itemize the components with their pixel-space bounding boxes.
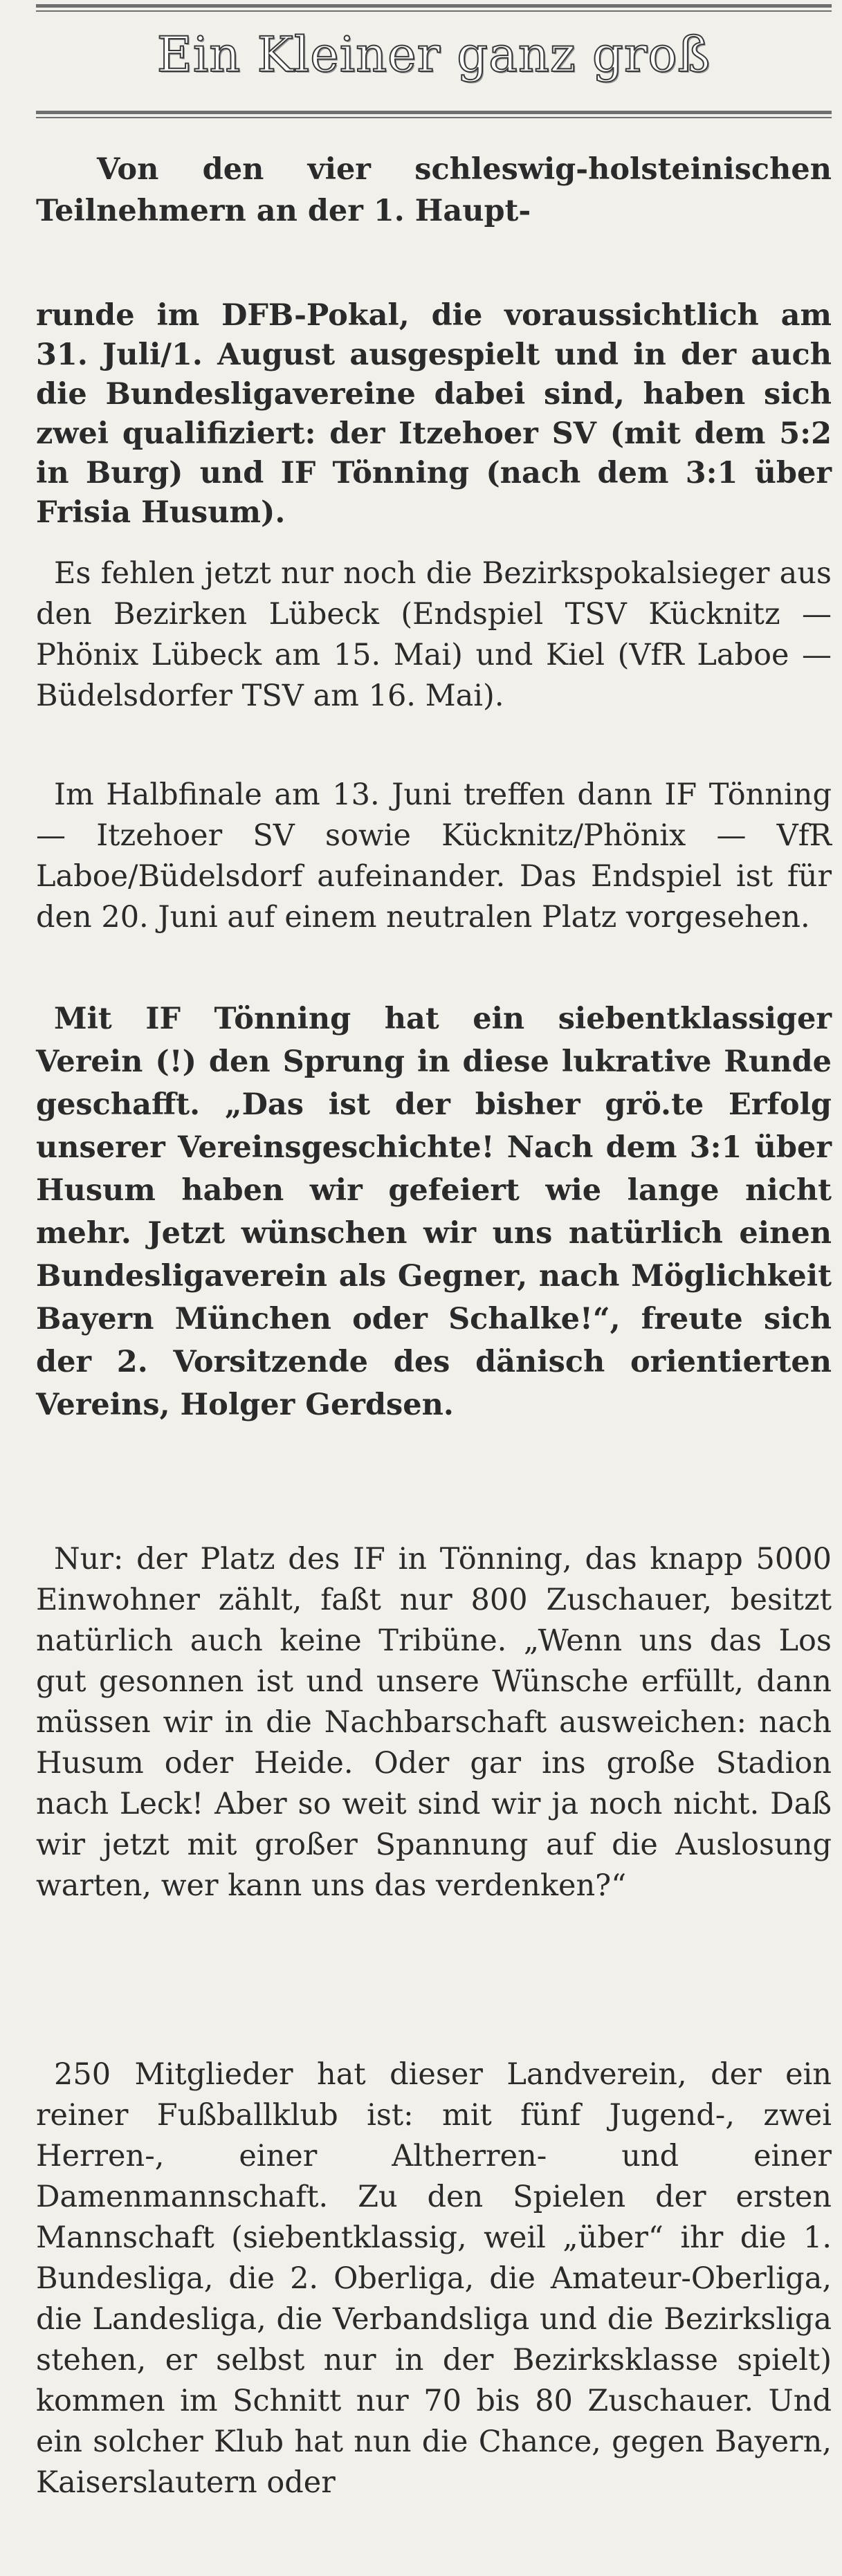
- paragraph-3: Im Halbfinale am 13. Juni treffen dann IF Tönning — Itzehoer SV sowie Kücknitz/Phönix — VfR Laboe/Büdelsdorf aufeinander. Das Endspiel ist für den 20. Juni auf einem neutralen Platz vorgesehen.: [36, 778, 832, 935]
- paragraph-2: Es fehlen jetzt nur noch die Bezirkspokalsieger aus den Bezirken Lübeck (Endspiel TSV Kücknitz — Phönix Lübeck am 15. Mai) und Kiel (VfR Laboe — Büdelsdorfer TSV am 16. Mai).: [36, 556, 832, 713]
- paragraph-1: runde im DFB-Pokal, die voraussichtlich am 31. Juli/1. August ausgespielt und in der auch die Bundesligavereine dabei sind, haben sich zwei qualifiziert: der Itzehoer SV (mit dem 5:2 in Burg) und IF Tönning (nach dem 3:1 über Frisia Husum).: [36, 298, 832, 530]
- top-rule: [36, 4, 832, 8]
- paragraph-5: Nur: der Platz des IF in Tönning, das knapp 5000 Einwohner zählt, faßt nur 800 Zuschauer, besitzt natürlich auch keine Tribüne. „Wenn uns das Los gut gesonnen ist und unsere Wünsche erfüllt, dann müssen wir in die Nachbarschaft ausweichen: nach Husum oder Heide. Oder gar ins große Stadion nach Leck! Aber so weit sind wir ja noch nicht. Daß wir jetzt mit großer Spannung auf die Auslosung warten, wer kann uns das verdenken?“: [36, 1542, 832, 1903]
- article-headline: Ein Kleiner ganz groß: [156, 26, 711, 83]
- paragraph-4: Mit IF Tönning hat ein siebentklassiger Verein (!) den Sprung in diese lukrative Runde geschafft. „Das ist der bisher grö.te Erfolg unserer Vereinsgeschichte! Nach dem 3:1 über Husum haben wir gefeiert wie lange nicht mehr. Jetzt wünschen wir uns natürlich einen Bundesligaverein als Gegner, nach Möglichkeit Bayern München oder Schalke!“, freute sich der 2. Vorsitzende des dänisch orientierten Vereins, Holger Gerdsen.: [36, 1002, 832, 1422]
- headline-rule-thin: [36, 117, 832, 118]
- paragraph-6: 250 Mitglieder hat dieser Landverein, der ein reiner Fußballklub ist: mit fünf Jugend-, zwei Herren-, einer Altherren- und einer Damenmannschaft. Zu den Spielen der ersten Mannschaft (siebentklassig, weil „über“ ihr die 1. Bundesliga, die 2. Oberliga, die Amateur-Oberliga, die Landesliga, die Verbandsliga und die Bezirksliga stehen, er selbst nur in der Bezirksklasse spielt) kommen im Schnitt nur 70 bis 80 Zuschauer. Und ein solcher Klub hat nun die Chance, gegen Bayern, Kaiserslautern oder: [36, 2057, 832, 2500]
- article-lead: Von den vier schleswig-holsteinischen Teilnehmern an der 1. Haupt-: [36, 152, 832, 228]
- top-rule-thin: [36, 10, 832, 12]
- headline-rule: [36, 111, 832, 114]
